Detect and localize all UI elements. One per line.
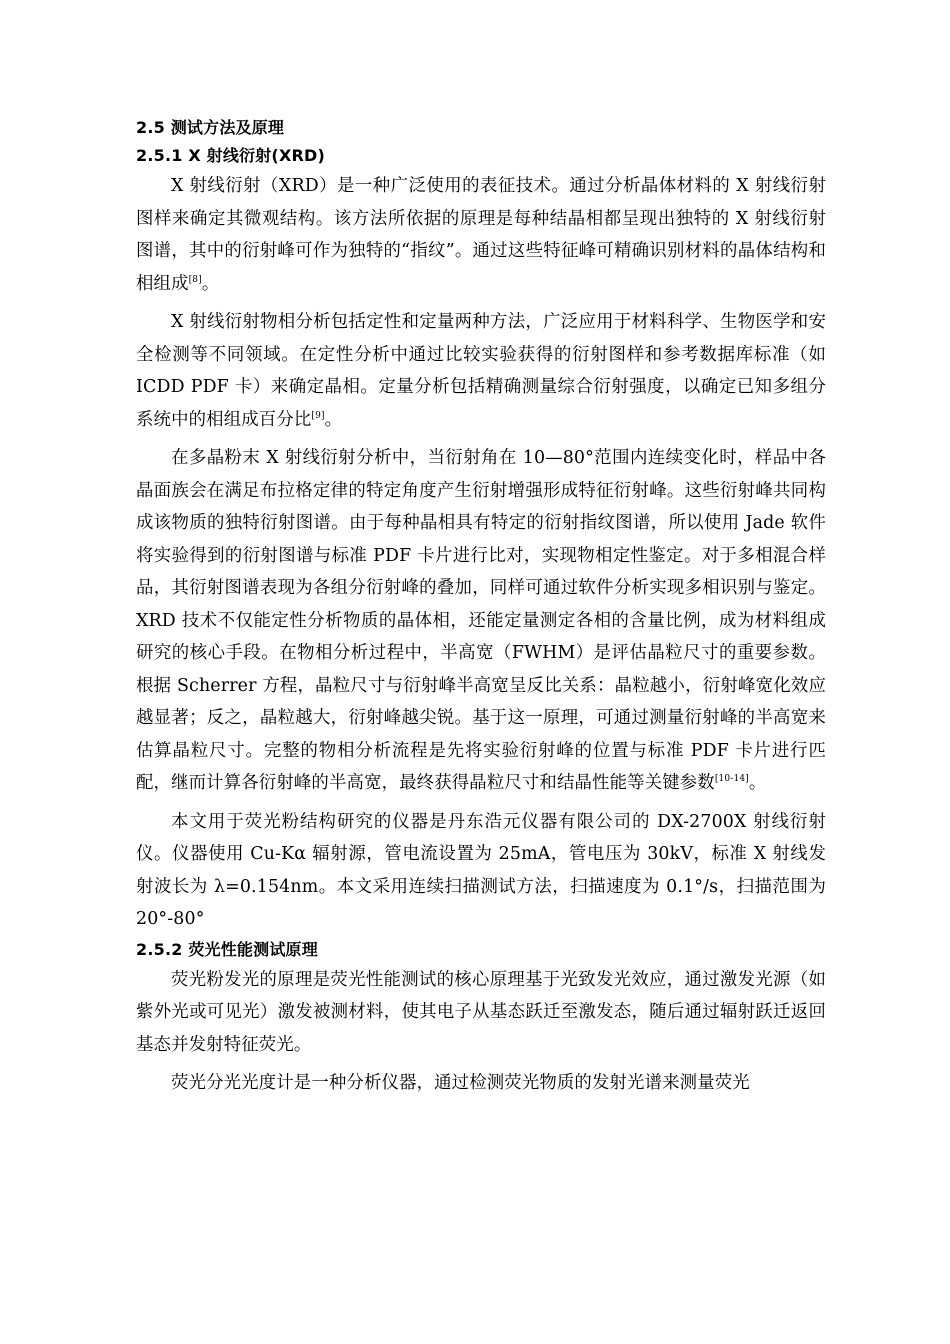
xrd-paragraph-3: [136, 442, 826, 800]
paragraph-text: 荧光粉发光的原理是荧光性能测试的核心原理基于光致发光效应，通过激发光源（如紫外光或可见光）激发被测材料，使其电子从基态跃迁至激发态，随后通过辐射跃迁返回基态并发射特征荧光。: [136, 969, 826, 1055]
page-content: [136, 114, 826, 1100]
citation-reference: [9]: [311, 410, 325, 421]
section-heading-2-5: 2.5 测试方法及原理: [136, 118, 285, 137]
paragraph-text: X 射线衍射物相分析包括定性和定量两种方法，广泛应用于材料科学、生物医学和安全检测等不同领域。在定性分析中通过比较实验获得的衍射图样和参考数据库标准（如 ICDD PDF 卡）来确定晶相。定量分析包括精确测量综合衍射强度，以确定已知多组分系统中的相组成百分比: [136, 312, 826, 430]
fluorescence-paragraph-2: [136, 1067, 826, 1100]
paragraph-end: 。: [324, 409, 343, 430]
paragraph-end: 。: [201, 273, 220, 294]
section-heading-2-5-2: 2.5.2 荧光性能测试原理: [136, 939, 318, 959]
xrd-paragraph-1: [136, 170, 826, 300]
paragraph-text: X 射线衍射（XRD）是一种广泛使用的表征技术。通过分析晶体材料的 X 射线衍射图样来确定其微观结构。该方法所依据的原理是每种结晶相都呈现出独特的 X 射线衍射图谱，其中的衍射峰可作为独特的“指纹”。通过这些特征峰可精确识别材料的晶体结构和相组成: [136, 176, 826, 294]
paragraph-text: 荧光分光光度计是一种分析仪器，通过检测荧光物质的发射光谱来测量荧光: [171, 1073, 750, 1093]
xrd-paragraph-2: [136, 306, 826, 436]
section-heading-2-5-1: 2.5.1 X 射线衍射(XRD): [136, 146, 325, 165]
citation-reference: [10-14]: [714, 774, 749, 785]
fluorescence-paragraph-1: [136, 964, 826, 1062]
citation-reference: [8]: [188, 274, 202, 285]
paragraph-end: 。: [748, 773, 767, 793]
xrd-paragraph-4: [136, 806, 826, 936]
paragraph-text: 在多晶粉末 X 射线衍射分析中，当衍射角在 10—80°范围内连续变化时，样品中各晶面族会在满足布拉格定律的特定角度产生衍射增强形成特征衍射峰。这些衍射峰共同构成该物质的独特衍射图谱。由于每种晶相具有特定的衍射指纹图谱，所以使用 Jade 软件将实验得到的衍射图谱与标准 PDF 卡片进行比对，实现物相定性鉴定。对于多相混合样品，其衍射图谱表现为各组分衍射峰的叠加，同样可通过软件分析实现多相识别与鉴定。XRD 技术不仅能定性分析物质的晶体相，还能定量测定各相的含量比例，成为材料组成研究的核心手段。在物相分析过程中，半高宽（FWHM）是评估晶粒尺寸的重要参数。根据 Scherrer 方程，晶粒尺寸与衍射峰半高宽呈反比关系：晶粒越小，衍射峰宽化效应越显著；反之，晶粒越大，衍射峰越尖锐。基于这一原理，可通过测量衍射峰的半高宽来估算晶粒尺寸。完整的物相分析流程是先将实验衍射峰的位置与标准 PDF 卡片进行匹配，继而计算各衍射峰的半高宽，最终获得晶粒尺寸和结晶性能等关键参数: [136, 448, 826, 793]
paragraph-text: 本文用于荧光粉结构研究的仪器是丹东浩元仪器有限公司的 DX-2700X 射线衍射仪。仪器使用 Cu-Kα 辐射源，管电流设置为 25mA，管电压为 30kV，标准 X 射线发射波长为 λ=0.154nm。本文采用连续扫描测试方法，扫描速度为 0.1°/s，扫描范围为 20°-80°: [136, 811, 826, 929]
